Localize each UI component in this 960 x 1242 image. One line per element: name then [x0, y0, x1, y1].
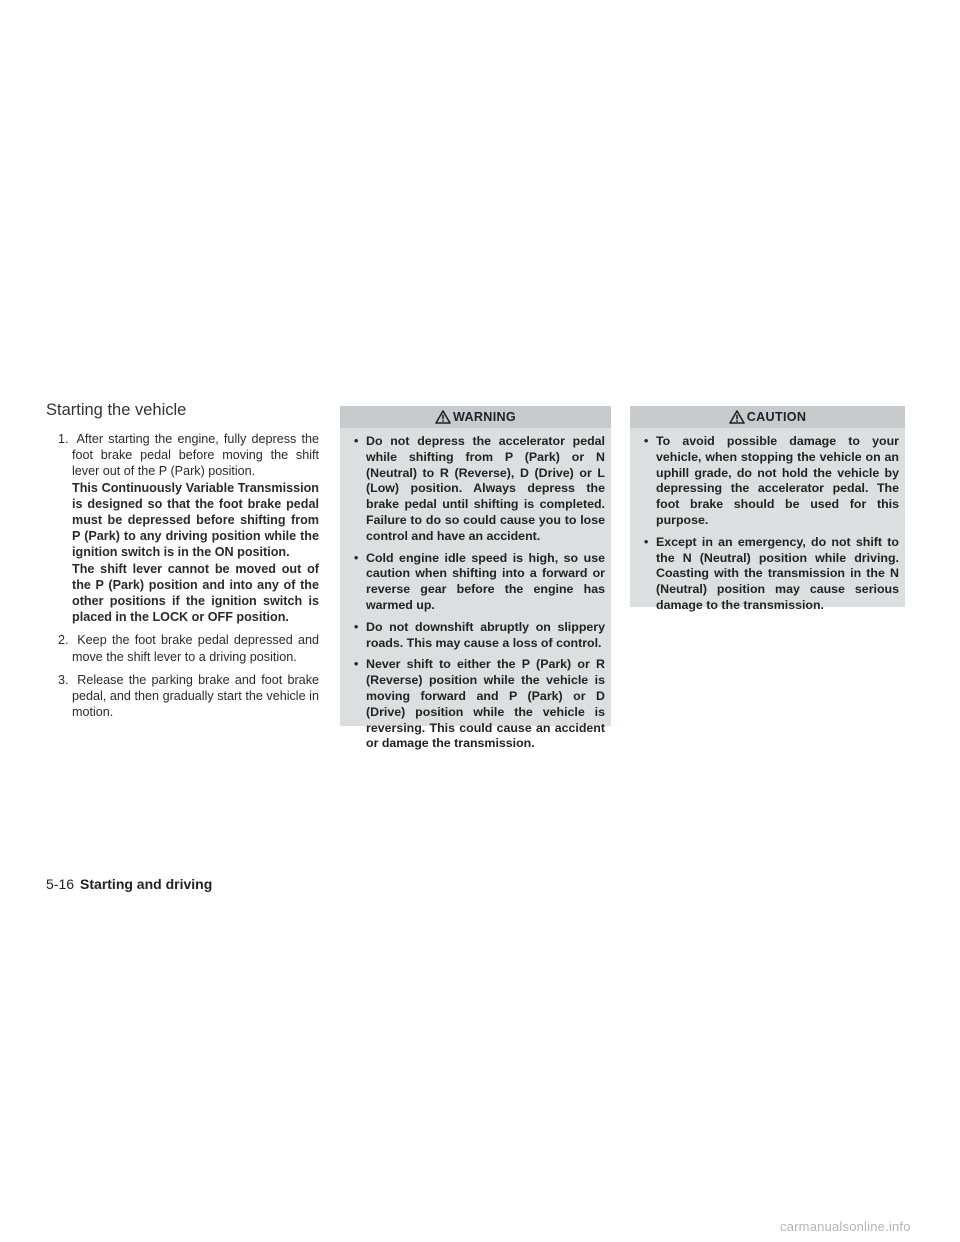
caution-header [630, 406, 905, 428]
chapter-title: Starting and driving [80, 876, 213, 892]
step-note: The shift lever cannot be moved out of the P (Park) position and into any of the other positions if the ignition switch is placed in the LOCK or OFF position. [72, 561, 319, 625]
warning-item: • Do not depress the accelerator pedal while shifting from P (Park) or N (Neutral) to R (Reverse), D (Drive) or L (Low) position. Always depress the brake pedal until shifting is completed. Failure to do so could cause you to lose control and have an accident. [354, 434, 605, 543]
warning-triangle-icon [729, 410, 745, 424]
section-title: Starting the vehicle [46, 401, 187, 419]
step-text: Release the parking brake and foot brake pedal, and then gradually start the vehicle in motion. [72, 672, 319, 720]
warning-item: • Do not downshift abruptly on slippery roads. This may cause a loss of control. [354, 619, 605, 650]
page-footer [46, 876, 212, 892]
warning-triangle-icon [435, 410, 451, 424]
step-3 [46, 672, 319, 721]
caution-item: • To avoid possible damage to your vehicle, when stopping the vehicle on an uphill grade, do not hold the vehicle by depressing the accelerator pedal. The foot brake should be used for this purpose. [644, 434, 899, 527]
warning-box [340, 406, 611, 751]
caution-title: CAUTION [746, 410, 807, 424]
step-text: Keep the foot brake pedal depressed and move the shift lever to a driving position. [72, 633, 320, 664]
step-note: This Continuously Variable Transmission is designed so that the foot brake pedal must be depressed before shifting from P (Park) to any driving position while the ignition switch is in the ON position. [72, 480, 319, 560]
warning-header [340, 406, 611, 428]
caution-box [630, 406, 905, 612]
steps-list [46, 431, 319, 727]
warning-item: • Never shift to either the P (Park) or R (Reverse) position while the vehicle is moving forward and P (Park) or D (Drive) position while the vehicle is reversing. This could cause an accident or damage the transmission. [354, 657, 605, 751]
step-text: After starting the engine, fully depress the foot brake pedal before moving the shift lever out of the P (Park) position. [72, 432, 320, 479]
caution-item: • Except in an emergency, do not shift to the N (Neutral) position while driving. Coasting with the transmission in the N (Neutral) position may cause serious damage to the transmission. [644, 534, 899, 612]
warning-item: • Cold engine idle speed is high, so use caution when shifting into a forward or reverse gear before the engine has warmed up. [354, 550, 605, 612]
step-1 [46, 431, 319, 625]
page-number: 5-16 [46, 876, 75, 892]
step-number: 3. [58, 672, 69, 687]
warning-title: WARNING [453, 410, 516, 424]
watermark: carmanualsonline.info [780, 1219, 911, 1234]
step-number: 1. [58, 432, 69, 446]
step-2 [46, 632, 319, 664]
step-number: 2. [58, 633, 69, 648]
